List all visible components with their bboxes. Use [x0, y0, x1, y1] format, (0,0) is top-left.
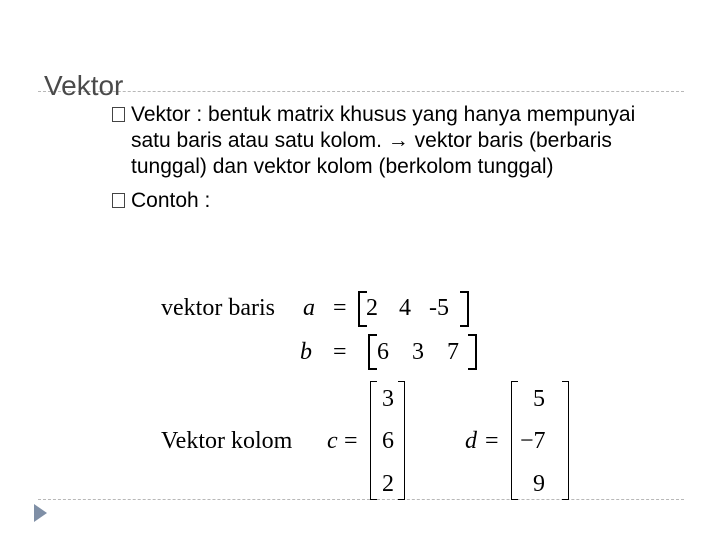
vector-b-value-1: 6 [377, 339, 389, 365]
vector-d-name: d [465, 428, 477, 454]
vector-c-equals: = [344, 428, 358, 454]
row-vector-label: vektor baris [161, 295, 275, 321]
bullet-definition [112, 102, 652, 180]
vector-d-value-2: −7 [520, 428, 546, 454]
vector-a-value-2: 4 [399, 295, 411, 321]
vector-b-value-3: 7 [447, 339, 459, 365]
vector-c-value-1: 3 [382, 386, 394, 412]
column-vector-label: Vektor kolom [161, 428, 293, 454]
vector-b-right-bracket [468, 334, 477, 370]
vector-a-right-bracket [460, 291, 469, 327]
slide-nav-arrow-icon[interactable] [34, 504, 47, 522]
vector-a-equals: = [333, 295, 347, 321]
slide-title: Vektor [44, 70, 124, 101]
vector-d-value-1: 5 [533, 386, 545, 412]
vector-a-name: a [303, 295, 315, 321]
vector-d-left-bracket [511, 381, 518, 500]
title-divider [38, 91, 684, 92]
vector-c-name: c [327, 428, 338, 454]
bullet-box-icon [112, 193, 125, 208]
vector-a-value-1: 2 [366, 295, 378, 321]
vector-c-left-bracket [370, 381, 377, 500]
bullet-example [112, 188, 652, 214]
vector-c-value-3: 2 [382, 471, 394, 497]
vector-d-value-3: 9 [533, 471, 545, 497]
vector-a-value-3: -5 [429, 295, 449, 321]
vector-c-right-bracket [398, 381, 405, 500]
vector-b-left-bracket [368, 334, 377, 370]
bullet-definition-text: Vektor : bentuk matrix khusus yang hanya mempunyai satu baris atau satu kolom. → vektor baris (berbaris tunggal) dan vektor kolom (berkolom tunggal) [131, 103, 636, 178]
vector-c-value-2: 6 [382, 428, 394, 454]
bullet-example-text: Contoh : [131, 189, 211, 212]
bullet-box-icon [112, 107, 125, 122]
vector-b-name: b [300, 339, 312, 365]
vector-b-value-2: 3 [412, 339, 424, 365]
vector-b-equals: = [333, 339, 347, 365]
vector-d-right-bracket [562, 381, 569, 500]
bullet-list [112, 102, 652, 222]
vector-d-equals: = [485, 428, 499, 454]
footer-divider [38, 499, 684, 500]
